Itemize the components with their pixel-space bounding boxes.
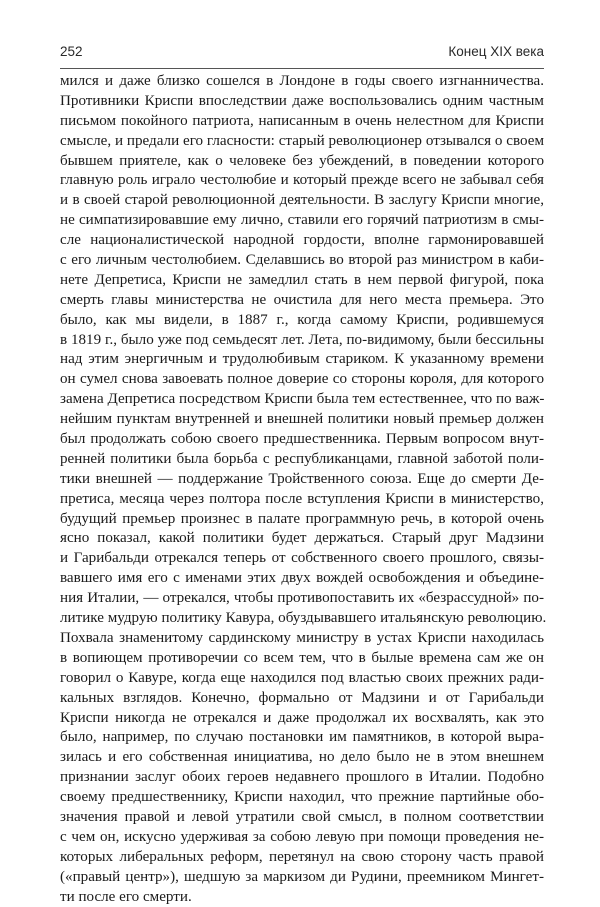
text-line: ясно показал, какой политики будет держаться. Старый друг Мадзини bbox=[60, 530, 544, 547]
text-line: замена Депретиса посредством Криспи была тем естественнее, что по важ- bbox=[60, 391, 545, 408]
text-line: смерть главы министерства не очистила для него места премьера. Это bbox=[60, 291, 544, 308]
text-line: которых либеральных реформ, перетянул на свою сторону часть правой bbox=[60, 848, 544, 865]
text-line: было, например, по случаю постановки им памятников, в которой выра- bbox=[60, 729, 544, 746]
text-line: было, как мы видели, в 1887 г., когда самому Криспи, родившемуся bbox=[60, 311, 544, 328]
book-page bbox=[60, 44, 547, 907]
text-line: над этим энергичным и трудолюбивым стариком. К указанному времени bbox=[60, 351, 544, 368]
body-text bbox=[60, 72, 547, 907]
text-line: смысле, и предали его гласности: старый революционер отзывался о своем bbox=[60, 132, 544, 149]
text-line: с чем он, искусно удерживая за собою левую при помощи проведения не- bbox=[60, 828, 544, 845]
text-line: своему предшественнику, Криспи находил, что прежние партийные обо- bbox=[60, 789, 544, 806]
text-line: Криспи никогда не отрекался и даже продолжал их восхвалять, как это bbox=[60, 709, 544, 726]
text-line: бывшем приятеле, как о человеке без убеждений, в поведении которого bbox=[60, 152, 544, 169]
page-number: 252 bbox=[60, 44, 83, 59]
text-line: ти после его смерти. bbox=[60, 888, 192, 905]
text-line: говорил о Кавуре, когда еще находился под властью своих прежних ради- bbox=[60, 669, 544, 686]
text-line: значения правой и левой утратили свой смысл, в полном соответствии bbox=[60, 808, 544, 825]
text-line: нейшим пунктам внутренней и внешней политики новый премьер должен bbox=[60, 411, 544, 428]
text-line: сле националистической народной гордости, вполне гармонировавшей bbox=[60, 232, 544, 249]
text-line: ния Италии, — отрекался, чтобы противопоставить их «безрассудной» по- bbox=[60, 590, 544, 607]
text-line: главную роль играло честолюбие и который прежде всего не забывал себя bbox=[60, 172, 544, 189]
text-line: он сумел снова завоевать полное доверие со стороны короля, для которого bbox=[60, 371, 544, 388]
text-line: признании заслуг обоих героев недавнего прошлого в Италии. Подобно bbox=[60, 769, 544, 786]
text-line: Похвала знаменитому сардинскому министру в устах Криспи находилась bbox=[60, 629, 544, 646]
text-line: Противники Криспи впоследствии даже воспользовались одним частным bbox=[60, 92, 544, 109]
header-rule bbox=[60, 68, 544, 69]
text-line: в 1819 г., было уже под семьдесят лет. Лета, по-видимому, были бессильны bbox=[60, 331, 544, 348]
text-line: с его личным честолюбием. Сделавшись во второй раз министром в каби- bbox=[60, 252, 544, 269]
text-line: кальных взглядов. Конечно, формально от Мадзини и от Гарибальди bbox=[60, 689, 544, 706]
text-line: будущий премьер произнес в палате программную речь, в которой очень bbox=[60, 510, 544, 527]
text-line: не симпатизировавшие ему лично, ставили его горячий патриотизм в смы- bbox=[60, 212, 544, 229]
text-line: претиса, месяца через полтора после вступления Криспи в министерство, bbox=[60, 490, 544, 507]
text-line: нете Депретиса, Криспи не замедлил стать в нем первой фигурой, пока bbox=[60, 271, 544, 288]
text-line: («правый центр»), шедшую за маркизом ди Рудини, преемником Мингет- bbox=[60, 868, 544, 885]
text-line: литике мудрую политику Кавура, обуздывавшего итальянскую революцию. bbox=[60, 610, 547, 627]
section-title: Конец XIX века bbox=[448, 44, 544, 59]
text-line: в вопиющем противоречии со всем тем, что в былые времена сам же он bbox=[60, 649, 544, 666]
running-header bbox=[60, 44, 544, 66]
text-line: вавшего имя его с именами этих двух вождей освобождения и объедине- bbox=[60, 570, 544, 587]
text-line: письмом покойного патриота, написанным в очень нелестном для Криспи bbox=[60, 112, 544, 129]
text-line: мился и даже близко сошелся в Лондоне в годы своего изгнанничества. bbox=[60, 73, 544, 89]
text-line: зилась и его собственная инициатива, но дело было не в этом внешнем bbox=[60, 749, 544, 766]
text-line: и Гарибальди отрекался теперь от собственного своего прошлого, связы- bbox=[60, 550, 544, 567]
text-line: был продолжать собою своего предшественника. Первым вопросом внут- bbox=[60, 431, 544, 448]
text-line: и в своей старой революционной деятельности. В заслугу Криспи многие, bbox=[60, 192, 544, 209]
text-line: ренней политики была борьба с республиканцами, главной заботой поли- bbox=[60, 450, 544, 467]
text-line: тики внешней — поддержание Тройственного союза. Еще до смерти Де- bbox=[60, 470, 544, 487]
